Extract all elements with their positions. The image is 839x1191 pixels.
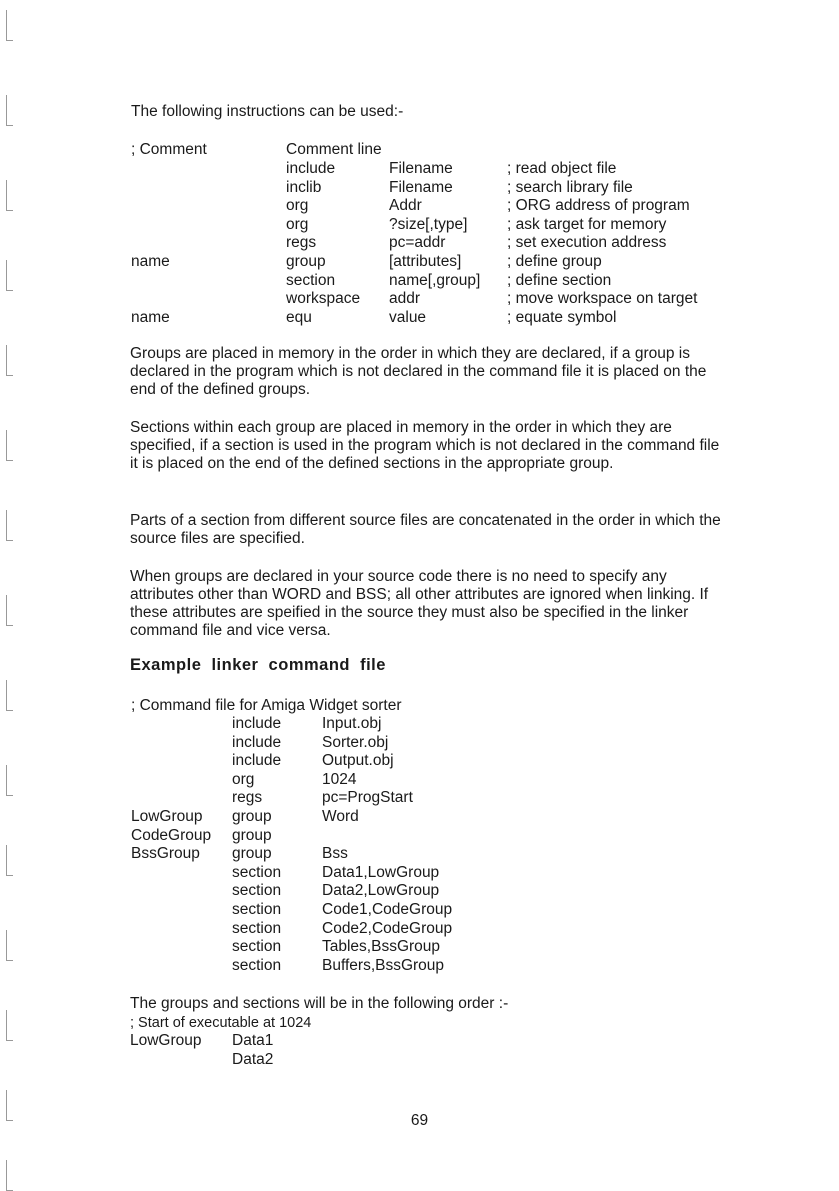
- order-item: Data1: [232, 1032, 274, 1049]
- paragraph-groups: Groups are placed in memory in the order in which they are declared, if a group is declared in the program which is not declared in the command file it is placed on the end of the defined groups.: [130, 345, 707, 398]
- syntax-arg: pc=addr: [389, 234, 446, 252]
- syntax-op: org: [286, 215, 309, 233]
- syntax-comment: ; ask target for memory: [507, 215, 667, 233]
- example-arg: Tables,BssGroup: [322, 938, 441, 956]
- example-op: include: [232, 715, 282, 732]
- syntax-op: include: [286, 160, 336, 177]
- example-arg: Data2,LowGroup: [322, 882, 440, 900]
- example-op: include: [232, 752, 282, 770]
- syntax-op: workspace: [286, 290, 361, 308]
- syntax-arg: Filename: [389, 160, 453, 177]
- example-op: section: [232, 938, 282, 956]
- syntax-arg: [attributes]: [389, 253, 462, 270]
- syntax-op: group: [286, 253, 326, 270]
- syntax-arg: value: [389, 308, 427, 326]
- syntax-arg: addr: [389, 290, 421, 308]
- example-arg: Sorter.obj: [322, 733, 389, 751]
- syntax-comment: ; move workspace on target: [507, 290, 698, 308]
- example-op: section: [232, 882, 282, 900]
- example-arg: Buffers,BssGroup: [322, 956, 445, 974]
- syntax-comment: ; search library file: [507, 178, 633, 196]
- comment-label: ; Comment: [131, 141, 207, 158]
- paragraph-sections: Sections within each group are placed in memory in the order in which they are specified, if a section is used in the program which is not declared in the command file it is placed on the end of the defined sections in the appropriate group.: [130, 419, 720, 472]
- example-arg: Bss: [322, 845, 348, 863]
- syntax-arg: name[,group]: [389, 271, 481, 289]
- example-arg: Word: [322, 808, 359, 825]
- example-arg: Code1,CodeGroup: [322, 901, 453, 918]
- page-binding-edge: [0, 0, 30, 1190]
- example-op: group: [232, 845, 272, 863]
- syntax-comment: ; define section: [507, 271, 612, 289]
- syntax-label: name: [131, 253, 170, 270]
- example-arg: Code2,CodeGroup: [322, 919, 453, 937]
- syntax-op: org: [286, 197, 309, 215]
- syntax-op: section: [286, 271, 336, 289]
- example-arg: Output.obj: [322, 752, 394, 770]
- example-op: group: [232, 826, 272, 844]
- page-number: 69: [410, 1112, 429, 1129]
- example-arg: 1024: [322, 770, 357, 788]
- intro-text: The following instructions can be used:-: [131, 103, 404, 120]
- syntax-comment: ; set execution address: [507, 234, 667, 252]
- example-heading: Example linker command file: [130, 656, 386, 674]
- example-op: regs: [232, 789, 263, 807]
- example-op: section: [232, 956, 282, 974]
- syntax-arg: Filename: [389, 178, 453, 196]
- syntax-comment: ; equate symbol: [507, 308, 617, 326]
- example-op: section: [232, 919, 282, 937]
- example-label: CodeGroup: [131, 826, 212, 844]
- syntax-label: name: [131, 308, 170, 326]
- order-item: Data2: [232, 1050, 274, 1068]
- order-intro: The groups and sections will be in the following order :-: [130, 995, 509, 1012]
- example-label: LowGroup: [131, 808, 203, 825]
- syntax-arg: ?size[,type]: [389, 215, 468, 233]
- example-arg: pc=ProgStart: [322, 789, 413, 807]
- order-start-comment: ; Start of executable at 1024: [130, 1015, 312, 1031]
- order-label: LowGroup: [130, 1032, 202, 1049]
- paragraph-parts: Parts of a section from different source files are concatenated in the order in which the source files are specified.: [130, 512, 721, 547]
- example-arg: Data1,LowGroup: [322, 863, 440, 881]
- example-op: include: [232, 733, 282, 751]
- syntax-op: inclib: [286, 178, 322, 196]
- syntax-op: regs: [286, 234, 317, 252]
- syntax-arg: Addr: [389, 197, 422, 215]
- syntax-op: equ: [286, 308, 312, 326]
- example-op: section: [232, 863, 282, 881]
- example-comment: ; Command file for Amiga Widget sorter: [131, 697, 402, 714]
- example-op: group: [232, 808, 272, 825]
- example-label: BssGroup: [131, 845, 200, 863]
- example-op: org: [232, 770, 255, 788]
- example-op: section: [232, 901, 282, 918]
- syntax-comment: ; read object file: [507, 160, 617, 177]
- syntax-comment: ; define group: [507, 253, 602, 270]
- comment-text: Comment line: [286, 141, 382, 158]
- syntax-comment: ; ORG address of program: [507, 197, 690, 215]
- example-arg: Input.obj: [322, 715, 382, 732]
- paragraph-attributes: When groups are declared in your source code there is no need to specify any attributes other than WORD and BSS; all other attributes are ignored when linking. If these attributes are speified in the source they must also be specified in the linker command file and vice versa.: [130, 568, 709, 639]
